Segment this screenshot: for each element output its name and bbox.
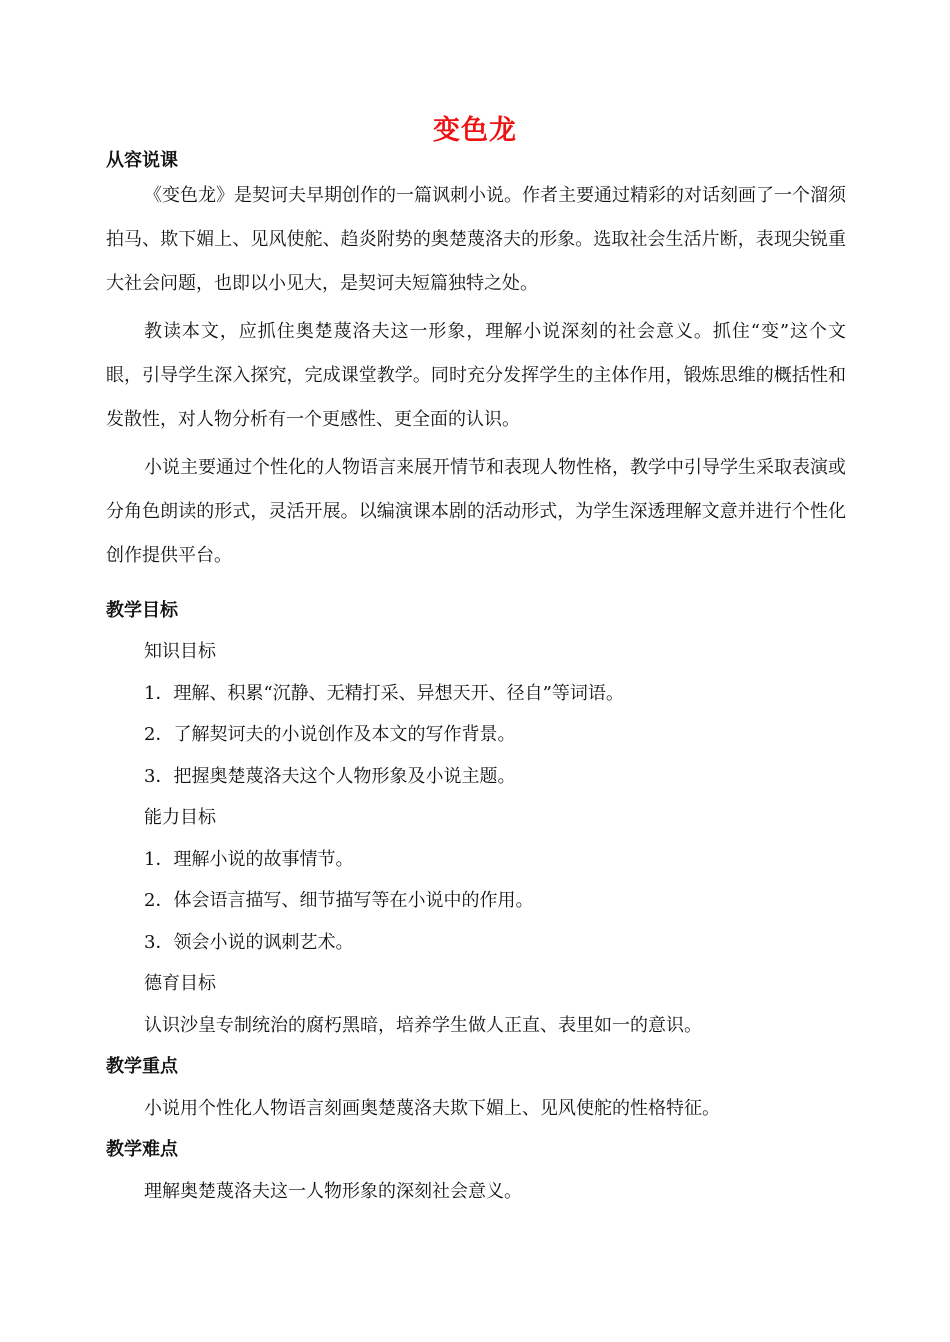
ability-goal-item: 2．体会语言描写、细节描写等在小说中的作用。	[144, 890, 534, 911]
talk-paragraph-3: 小说主要通过个性化的人物语言来展开情节和表现人物性格，教学中引导学生采取表演或分角色朗读的形式，灵活开展。以编演课本剧的活动形式，为学生深透理解文意并进行个性化创作提供平台。	[106, 457, 846, 566]
moral-goal-label: 德育目标	[144, 973, 216, 994]
knowledge-goal-item: 1．理解、积累“沉静、无精打采、异想天开、径自”等词语。	[144, 683, 624, 704]
section-heading-difficult: 教学难点	[106, 1139, 178, 1160]
ability-goal-label: 能力目标	[144, 807, 216, 828]
difficult-point-text: 理解奥楚蔑洛夫这一人物形象的深刻社会意义。	[144, 1181, 522, 1202]
section-heading-talk: 从容说课	[106, 150, 178, 171]
moral-goal-text: 认识沙皇专制统治的腐朽黑暗，培养学生做人正直、表里如一的意识。	[144, 1015, 702, 1036]
ability-goal-item: 1．理解小说的故事情节。	[144, 849, 354, 870]
document-title: 变色龙	[433, 115, 517, 146]
knowledge-goal-label: 知识目标	[144, 641, 216, 662]
ability-goal-item: 3．领会小说的讽刺艺术。	[144, 932, 354, 953]
key-point-text: 小说用个性化人物语言刻画奥楚蔑洛夫欺下媚上、见风使舵的性格特征。	[144, 1098, 720, 1119]
knowledge-goal-item: 3．把握奥楚蔑洛夫这个人物形象及小说主题。	[144, 766, 516, 787]
talk-paragraph-1: 《变色龙》是契诃夫早期创作的一篇讽刺小说。作者主要通过精彩的对话刻画了一个溜须拍马、欺下媚上、见风使舵、趋炎附势的奥楚蔑洛夫的形象。选取社会生活片断，表现尖锐重大社会问题，也即以小见大，是契诃夫短篇独特之处。	[106, 185, 846, 294]
talk-paragraph-2: 教读本文，应抓住奥楚蔑洛夫这一形象，理解小说深刻的社会意义。抓住“变”这个文眼，引导学生深入探究，完成课堂教学。同时充分发挥学生的主体作用，锻炼思维的概括性和发散性，对人物分析有一个更感性、更全面的认识。	[106, 321, 846, 430]
section-heading-goals: 教学目标	[106, 600, 178, 621]
knowledge-goal-item: 2．了解契诃夫的小说创作及本文的写作背景。	[144, 724, 516, 745]
section-heading-key: 教学重点	[106, 1056, 178, 1077]
